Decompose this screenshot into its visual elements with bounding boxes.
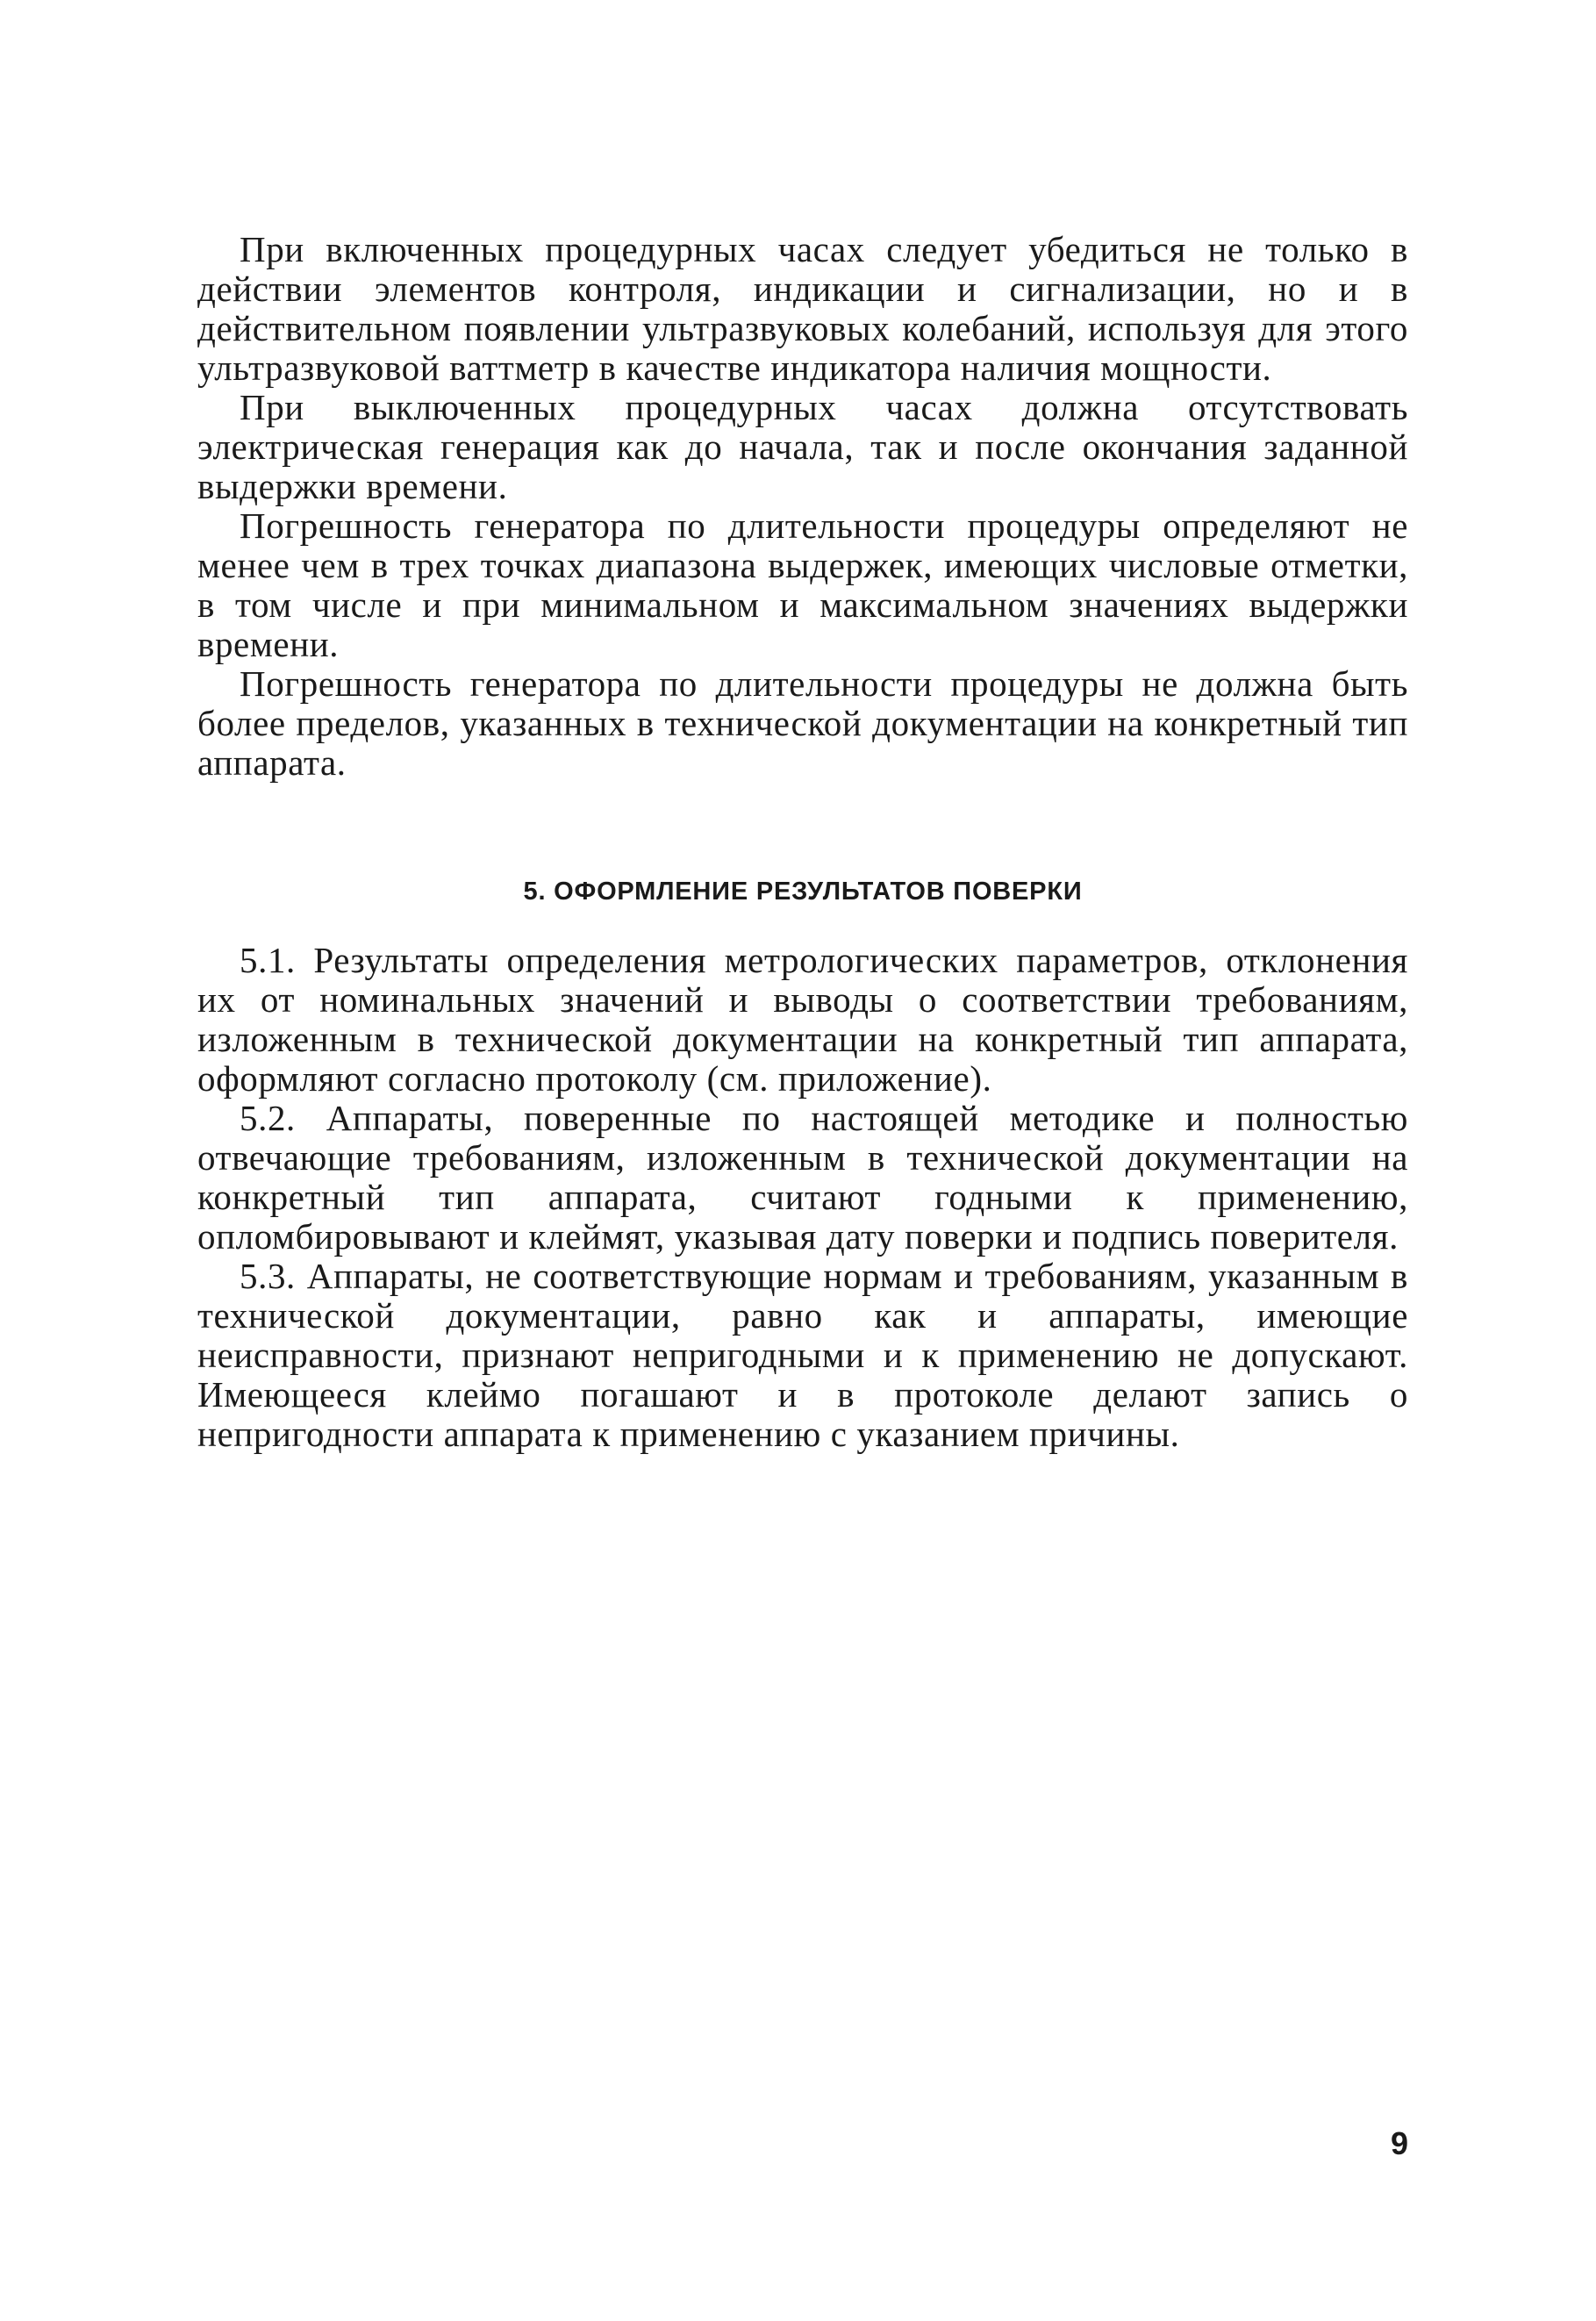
page-number: 9 <box>1390 2125 1408 2161</box>
paragraph-duration-error-limit: Погрешность генератора по длительности процедуры не должна быть более пределов, указанных в технической документации на конкретный тип аппарата. <box>197 663 1408 783</box>
section-5-heading: 5. ОФОРМЛЕНИЕ РЕЗУЛЬТАТОВ ПОВЕРКИ <box>523 878 1083 906</box>
paragraph-5-3: 5.3. Аппараты, не соответствующие нормам и требованиям, указанным в технической документации, равно как и аппараты, имеющие неисправности, признают непригодными и к применению не допускают. Имеющееся клеймо погашают и в протоколе делают запись о непригодности аппарата к применению с указанием причины. <box>197 1256 1408 1454</box>
section-5-body <box>197 941 1408 1454</box>
paragraph-duration-error-method: Погрешность генератора по длительности процедуры определяют не менее чем в трех точках диапазона выдержек, имеющих числовые отметки, в том числе и при минимальном и максимальном значениях выдержки времени. <box>197 505 1408 664</box>
paragraph-timer-on-check: При включенных процедурных часах следует убедиться не только в действии элементов контроля, индикации и сигнализации, но и в действительном появлении ультразвуковых колебаний, используя для этого ультразвуковой ваттметр в качестве индикатора наличия мощности. <box>197 229 1408 388</box>
paragraph-timer-off-check: При выключенных процедурных часах должна отсутствовать электрическая генерация как до начала, так и после окончания заданной выдержки времени. <box>197 387 1408 506</box>
paragraph-5-2: 5.2. Аппараты, поверенные по настоящей методике и полностью отвечающие требованиям, изложенным в технической документации на конкретный тип аппарата, считают годными к применению, опломбировывают и клеймят, указывая дату поверки и подпись поверителя. <box>197 1098 1408 1257</box>
paragraph-5-1: 5.1. Результаты определения метрологических параметров, отклонения их от номинальных значений и выводы о соответствии требованиям, изложенным в технической документации на конкретный тип аппарата, оформляют согласно протоколу (см. приложение). <box>197 940 1408 1099</box>
section-4-continuation <box>197 230 1408 783</box>
